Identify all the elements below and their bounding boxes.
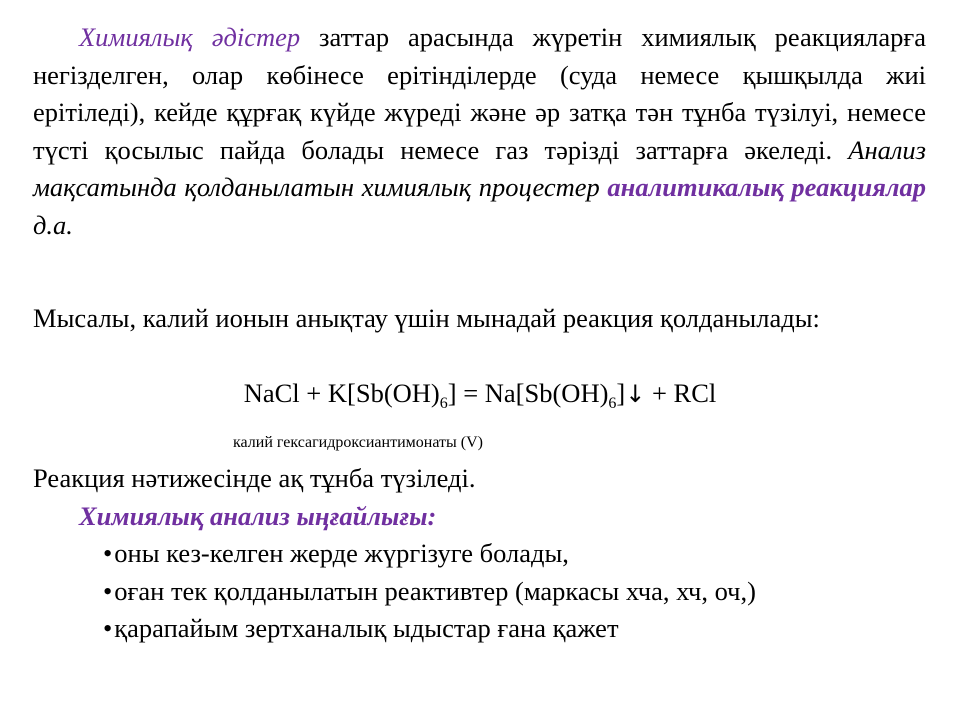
intro-paragraph — [33, 19, 926, 244]
term-analytical-reactions: аналитикалық реакциялар — [607, 172, 926, 202]
intro-italic: Анализ мақсатында қолданылатын химиялық процестер — [33, 134, 926, 202]
bullet-icon: • — [103, 575, 113, 606]
advantages-list — [103, 535, 756, 648]
eq-part1: NaCl + K[Sb(OH) — [243, 378, 440, 408]
bullet-icon: • — [103, 613, 113, 643]
result-paragraph: Реакция нәтижесінде ақ тұнба түзіледі. — [33, 463, 476, 493]
eq-sub2: 6 — [608, 395, 617, 412]
intro-italic-end: д.а. — [33, 209, 73, 240]
list-item — [103, 610, 756, 648]
eq-part2: ] = Na[Sb(OH) — [447, 378, 609, 408]
intro-body: заттар арасында жүретін химиялық реакцияларға негізделген, олар көбінесе ерітінділерде (суда немесе қышқылда жиі ерітіледі), кейде құрғақ күйде жүреді және әр затқа тән тұнба түзілуі, немесе түсті қосылыс пайда болады немесе газ тәрізді заттарға әкеледі. — [33, 22, 926, 165]
intro-text — [33, 19, 926, 244]
advantages-heading: Химиялық анализ ыңғайлығы: — [79, 501, 437, 531]
example-paragraph: Мысалы, калий ионын анықтау үшін мынадай реакция қолданылады: — [33, 303, 820, 333]
equation-caption: калий гексагидроксиантимонаты (V) — [233, 434, 483, 451]
list-item — [103, 573, 756, 611]
precipitate-arrow-icon: ↓ — [625, 380, 646, 408]
list-item — [103, 535, 756, 573]
eq-part4: + RCl — [645, 378, 717, 408]
list-item-text: оған тек қолданылатын реактивтер (маркасы хча, хч, оч,) — [114, 575, 756, 606]
eq-part3: ] — [616, 378, 626, 408]
list-item-text: оны кез-келген жерде жүргізуге болады, — [114, 538, 569, 568]
reaction-equation — [0, 375, 960, 414]
bullet-icon: • — [103, 538, 113, 568]
term-chemical-methods: Химиялық әдістер — [79, 22, 301, 52]
eq-sub1: 6 — [439, 395, 448, 412]
list-item-text: қарапайым зертханалық ыдыстар ғана қажет — [114, 613, 619, 643]
